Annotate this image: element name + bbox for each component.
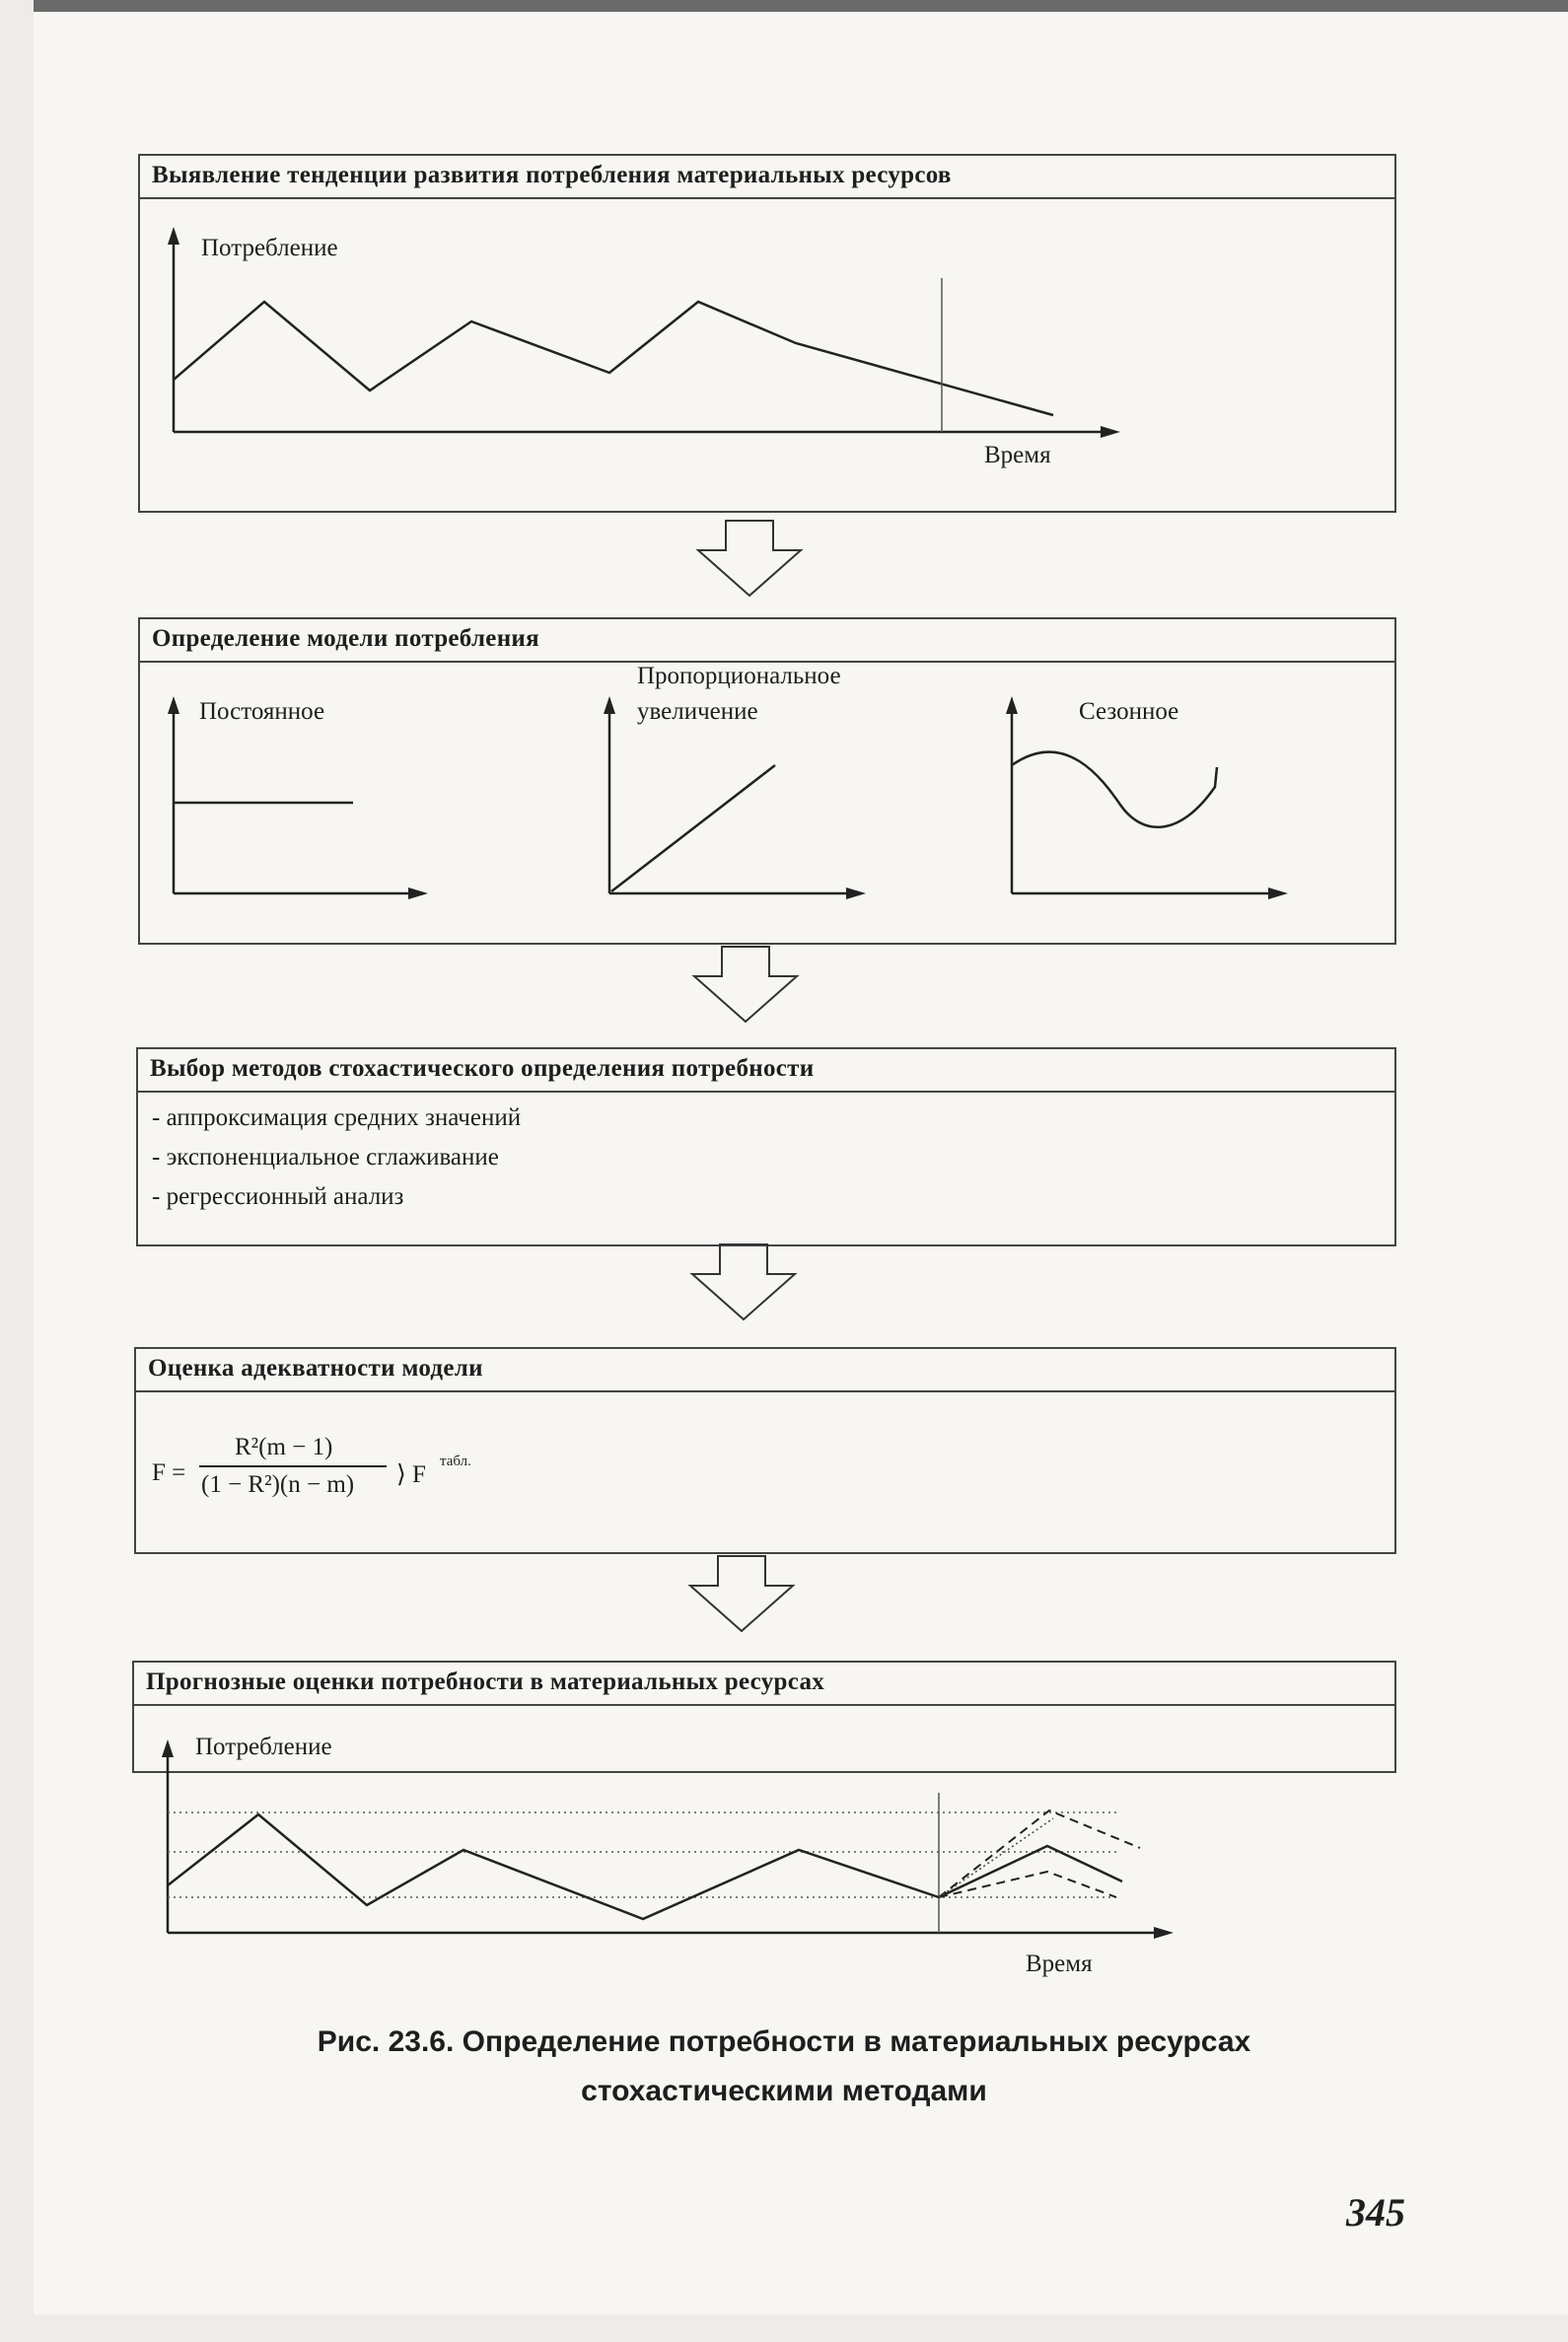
forecast-box-title: Прогнозные оценки потребности в материальных ресурсах [146,1668,825,1695]
formula-relation: ⟩ F [396,1461,426,1488]
model-box-title: Определение модели потребления [152,625,539,652]
forecast-x-axis-label: Время [1026,1951,1093,1977]
method-item: - регрессионный анализ [152,1183,404,1210]
formula-denominator: (1 − R²)(n − m) [201,1471,355,1498]
forecast-y-axis-label: Потребление [195,1734,332,1760]
forecast-projection-solid [939,1846,1122,1897]
method-item: - экспоненциальное сглаживание [152,1144,499,1171]
formula-superscript: табл. [440,1454,471,1469]
trend-y-axis-label: Потребление [201,235,338,261]
figure-caption-line1: Рис. 23.6. Определение потребности в материальных ресурсах [317,2025,1251,2058]
formula-lhs: F = [152,1459,186,1486]
constant-model-label: Постоянное [199,698,325,725]
forecast-historical-line [168,1814,939,1919]
method-item: - аппроксимация средних значений [152,1104,522,1131]
trend-x-axis-label: Время [984,442,1051,468]
proportional-model-label-line2: увеличение [637,698,758,725]
methods-box-title: Выбор методов стохастического определения потребности [150,1055,815,1082]
figure-caption-line2: стохастическими методами [581,2075,987,2107]
page-number: 345 [1346,2190,1405,2235]
formula-numerator: R²(m − 1) [235,1434,333,1460]
seasonal-model-label: Сезонное [1079,698,1179,725]
trend-box-title: Выявление тенденции развития потребления материальных ресурсов [152,162,952,188]
proportional-model-label-line1: Пропорциональное [637,663,841,689]
adequacy-box-title: Оценка адекватности модели [148,1355,483,1382]
forecast-projection-dotted [939,1818,1053,1897]
